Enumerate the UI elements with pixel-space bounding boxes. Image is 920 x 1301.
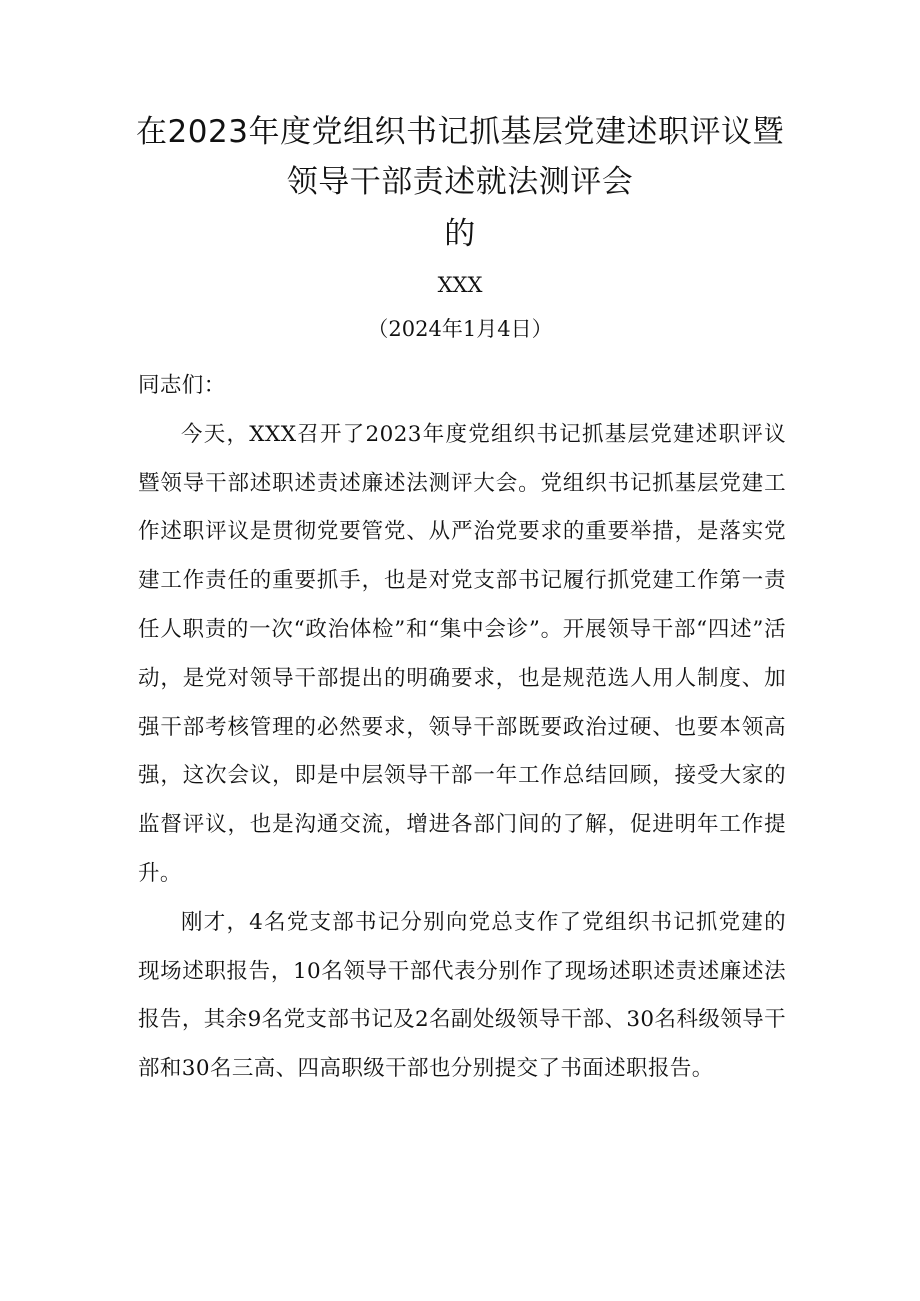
body-paragraph-2: 刚才，4名党支部书记分别向党总支作了党组织书记抓党建的现场述职报告，10名领导干部代表分别作了现场述职述责述廉述法报告，其余9名党支部书记及2名副处级领导干部、30名科级领导干部和30名三高、四高职级干部也分别提交了书面述职报告。 — [138, 909, 786, 1082]
body-paragraph-1: 今天，XXX召开了2023年度党组织书记抓基层党建述职评议暨领导干部述职述责述廉述法测评大会。党组织书记抓基层党建工作述职评议是贯彻党要管党、从严治党要求的重要举措，是落实党建工作责任的重要抓手，也是对党支部书记履行抓党建工作第一责任人职责的一次“政治体检”和“集中会诊”。开展领导干部“四述”活动，是党对领导干部提出的明确要求，也是规范选人用人制度、加强干部考核管理的必然要求，领导干部既要政治过硬、也要本领高强，这次会议，即是中层领导干部一年工作总结回顾，接受大家的监督评议，也是沟通交流，增进各部门间的了解，促进明年工作提升。 — [138, 421, 786, 886]
speaker-name: XXX — [437, 273, 483, 297]
document-body — [138, 362, 786, 1094]
document-title-line-2: 领导干部责述就法测评会 — [286, 164, 634, 200]
document-title-line-3: 的 — [444, 216, 476, 252]
speech-date: （2024年1月4日） — [367, 317, 553, 341]
salutation: 同志们： — [138, 373, 226, 398]
document-title-line-1: 在2023年度党组织书记抓基层党建述职评议暨 — [136, 114, 784, 150]
